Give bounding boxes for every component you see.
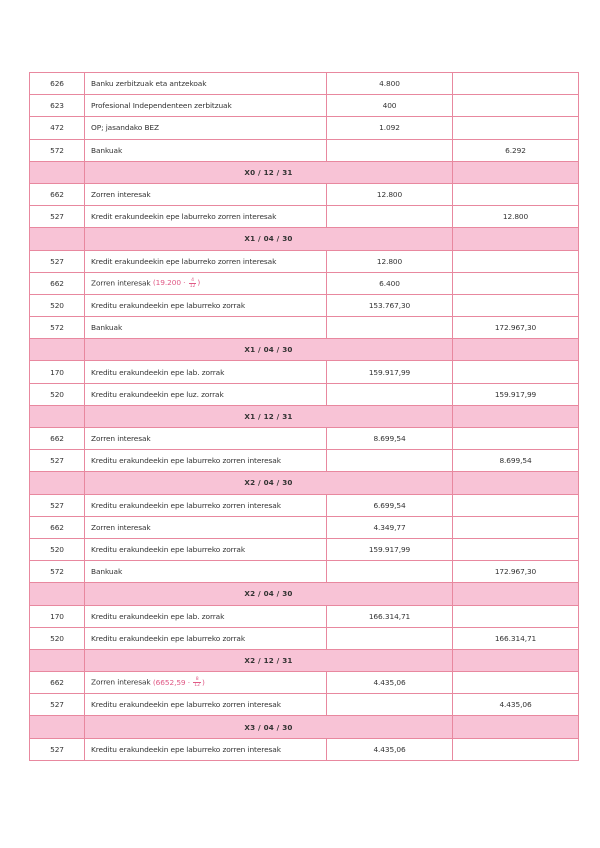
date-header-row	[30, 472, 579, 494]
account-code: 662	[30, 183, 85, 205]
debit-amount	[327, 383, 453, 405]
journal-entry-row	[30, 206, 579, 228]
account-code: 170	[30, 605, 85, 627]
credit-amount	[453, 738, 579, 760]
date-row-blank-account	[30, 161, 85, 183]
calc-fraction	[189, 278, 197, 289]
debit-amount	[327, 450, 453, 472]
credit-amount: 6.292	[453, 139, 579, 161]
account-description: Zorren interesak	[91, 434, 151, 444]
account-code: 662	[30, 428, 85, 450]
account-description-cell	[85, 516, 327, 538]
journal-entry-row	[30, 361, 579, 383]
journal-entry-row	[30, 605, 579, 627]
credit-amount: 4.435,06	[453, 694, 579, 716]
account-description: Kredit erakundeekin epe laburreko zorren interesak	[91, 256, 277, 266]
account-code: 520	[30, 294, 85, 316]
journal-entry-row	[30, 183, 579, 205]
date-row-blank-account	[30, 716, 85, 738]
debit-amount: 4.435,06	[327, 738, 453, 760]
account-description: Kreditu erakundeekin epe lab. zorrak	[91, 611, 225, 621]
account-code: 527	[30, 206, 85, 228]
credit-amount	[453, 605, 579, 627]
journal-entry-row	[30, 95, 579, 117]
account-description-cell	[85, 561, 327, 583]
debit-amount: 159.917,99	[327, 538, 453, 560]
journal-entry-row	[30, 672, 579, 694]
account-description: OP; jasandako BEZ	[91, 123, 159, 133]
account-description: Zorren interesak	[91, 190, 151, 200]
fraction-denominator: 12	[194, 683, 200, 689]
debit-amount	[327, 694, 453, 716]
fraction-numerator: 4	[189, 278, 197, 284]
entry-date: X3 / 04 / 30	[85, 716, 453, 738]
account-description: Kreditu erakundeekin epe luz. zorrak	[91, 389, 224, 399]
account-description: Kreditu erakundeekin epe laburreko zorrak	[91, 545, 246, 555]
credit-amount	[453, 294, 579, 316]
account-code: 527	[30, 250, 85, 272]
account-description: Bankuak	[91, 145, 123, 155]
account-description-cell	[85, 117, 327, 139]
credit-amount: 8.699,54	[453, 450, 579, 472]
interest-calculation-note	[151, 678, 205, 687]
date-header-row	[30, 649, 579, 671]
calc-fraction	[193, 677, 201, 688]
account-description-cell	[85, 738, 327, 760]
credit-amount	[453, 183, 579, 205]
fraction-denominator: 12	[189, 283, 196, 289]
account-description: Zorren interesak	[91, 278, 151, 288]
account-code: 527	[30, 494, 85, 516]
journal-entry-row	[30, 494, 579, 516]
date-row-blank-account	[30, 228, 85, 250]
debit-amount: 1.092	[327, 117, 453, 139]
account-code: 626	[30, 73, 85, 95]
account-description-cell	[85, 450, 327, 472]
debit-amount	[327, 561, 453, 583]
journal-entry-row	[30, 272, 579, 294]
journal-entry-row	[30, 538, 579, 560]
date-row-blank-credit	[453, 472, 579, 494]
credit-amount: 159.917,99	[453, 383, 579, 405]
account-description: Profesional Independenteen zerbitzuak	[91, 101, 232, 111]
credit-amount	[453, 361, 579, 383]
entry-date: X2 / 04 / 30	[85, 472, 453, 494]
account-description: Kreditu erakundeekin epe lab. zorrak	[91, 367, 225, 377]
journal-entry-row	[30, 561, 579, 583]
date-row-blank-credit	[453, 649, 579, 671]
date-row-blank-credit	[453, 583, 579, 605]
account-description: Zorren interesak	[91, 522, 151, 532]
debit-amount: 166.314,71	[327, 605, 453, 627]
journal-entries-table	[29, 72, 579, 761]
account-description-cell	[85, 538, 327, 560]
credit-amount	[453, 272, 579, 294]
credit-amount	[453, 428, 579, 450]
credit-amount	[453, 672, 579, 694]
date-header-row	[30, 228, 579, 250]
entry-date: X1 / 04 / 30	[85, 228, 453, 250]
credit-amount	[453, 117, 579, 139]
account-description-cell	[85, 672, 327, 694]
entry-date: X1 / 04 / 30	[85, 339, 453, 361]
debit-amount: 4.349,77	[327, 516, 453, 538]
credit-amount	[453, 250, 579, 272]
date-row-blank-account	[30, 649, 85, 671]
account-description: Kreditu erakundeekin epe laburreko zorren interesak	[91, 456, 281, 466]
journal-entry-row	[30, 738, 579, 760]
journal-entry-row	[30, 694, 579, 716]
journal-entry-row	[30, 516, 579, 538]
account-description: Kreditu erakundeekin epe laburreko zorrak	[91, 300, 246, 310]
credit-amount	[453, 538, 579, 560]
account-description: Bankuak	[91, 323, 123, 333]
entry-date: X0 / 12 / 31	[85, 161, 453, 183]
account-code: 170	[30, 361, 85, 383]
account-code: 527	[30, 694, 85, 716]
entry-date: X1 / 12 / 31	[85, 405, 453, 427]
debit-amount	[327, 627, 453, 649]
account-description-cell	[85, 95, 327, 117]
journal-entry-row	[30, 73, 579, 95]
journal-entry-row	[30, 294, 579, 316]
journal-entry-row	[30, 250, 579, 272]
entry-date: X2 / 04 / 30	[85, 583, 453, 605]
debit-amount	[327, 139, 453, 161]
account-code: 527	[30, 738, 85, 760]
fraction-numerator: 8	[193, 677, 201, 683]
debit-amount: 4.800	[327, 73, 453, 95]
debit-amount: 8.699,54	[327, 428, 453, 450]
account-description-cell	[85, 250, 327, 272]
credit-amount	[453, 95, 579, 117]
account-code: 572	[30, 561, 85, 583]
calc-base: (19.200 ·	[152, 278, 188, 288]
account-description: Kreditu erakundeekin epe laburreko zorrak	[91, 633, 246, 643]
journal-table-wrapper	[29, 72, 578, 761]
debit-amount: 6.400	[327, 272, 453, 294]
account-code: 623	[30, 95, 85, 117]
date-row-blank-credit	[453, 161, 579, 183]
calc-base: (6652,59 ·	[152, 677, 193, 687]
account-description-cell	[85, 605, 327, 627]
account-description-cell	[85, 139, 327, 161]
date-row-blank-credit	[453, 405, 579, 427]
account-code: 520	[30, 383, 85, 405]
date-row-blank-account	[30, 339, 85, 361]
calc-close: )	[201, 677, 205, 687]
debit-amount: 12.800	[327, 183, 453, 205]
debit-amount: 4.435,06	[327, 672, 453, 694]
debit-amount: 6.699,54	[327, 494, 453, 516]
calc-close: )	[197, 278, 201, 288]
date-header-row	[30, 339, 579, 361]
account-code: 662	[30, 516, 85, 538]
account-description-cell	[85, 361, 327, 383]
account-description: Kredit erakundeekin epe laburreko zorren interesak	[91, 212, 277, 222]
account-description: Banku zerbitzuak eta antzekoak	[91, 79, 207, 89]
journal-entry-row	[30, 317, 579, 339]
journal-entry-row	[30, 139, 579, 161]
date-row-blank-account	[30, 583, 85, 605]
account-description-cell	[85, 694, 327, 716]
account-description: Kreditu erakundeekin epe laburreko zorren interesak	[91, 500, 281, 510]
account-code: 520	[30, 627, 85, 649]
credit-amount: 172.967,30	[453, 317, 579, 339]
account-code: 527	[30, 450, 85, 472]
credit-amount: 172.967,30	[453, 561, 579, 583]
date-header-row	[30, 716, 579, 738]
account-description: Kreditu erakundeekin epe laburreko zorren interesak	[91, 744, 281, 754]
account-description-cell	[85, 383, 327, 405]
credit-amount	[453, 73, 579, 95]
credit-amount: 12.800	[453, 206, 579, 228]
account-code: 662	[30, 272, 85, 294]
debit-amount	[327, 206, 453, 228]
account-description: Bankuak	[91, 567, 123, 577]
debit-amount: 159.917,99	[327, 361, 453, 383]
date-header-row	[30, 583, 579, 605]
account-description-cell	[85, 627, 327, 649]
account-code: 662	[30, 672, 85, 694]
account-description-cell	[85, 494, 327, 516]
journal-entry-row	[30, 627, 579, 649]
debit-amount	[327, 317, 453, 339]
date-row-blank-account	[30, 405, 85, 427]
journal-entry-row	[30, 450, 579, 472]
account-code: 472	[30, 117, 85, 139]
date-header-row	[30, 405, 579, 427]
account-description: Zorren interesak	[91, 677, 151, 687]
account-description: Kreditu erakundeekin epe laburreko zorren interesak	[91, 700, 281, 710]
journal-body	[30, 73, 579, 761]
account-description-cell	[85, 317, 327, 339]
credit-amount	[453, 494, 579, 516]
date-header-row	[30, 161, 579, 183]
entry-date: X2 / 12 / 31	[85, 649, 453, 671]
account-description-cell	[85, 272, 327, 294]
account-description-cell	[85, 428, 327, 450]
account-code: 572	[30, 317, 85, 339]
journal-entry-row	[30, 117, 579, 139]
debit-amount: 12.800	[327, 250, 453, 272]
interest-calculation-note	[151, 278, 201, 287]
journal-entry-row	[30, 383, 579, 405]
debit-amount: 400	[327, 95, 453, 117]
journal-entry-row	[30, 428, 579, 450]
account-description-cell	[85, 73, 327, 95]
date-row-blank-credit	[453, 228, 579, 250]
date-row-blank-credit	[453, 716, 579, 738]
account-code: 572	[30, 139, 85, 161]
credit-amount	[453, 516, 579, 538]
date-row-blank-credit	[453, 339, 579, 361]
credit-amount: 166.314,71	[453, 627, 579, 649]
account-description-cell	[85, 183, 327, 205]
debit-amount: 153.767,30	[327, 294, 453, 316]
account-code: 520	[30, 538, 85, 560]
date-row-blank-account	[30, 472, 85, 494]
account-description-cell	[85, 206, 327, 228]
account-description-cell	[85, 294, 327, 316]
